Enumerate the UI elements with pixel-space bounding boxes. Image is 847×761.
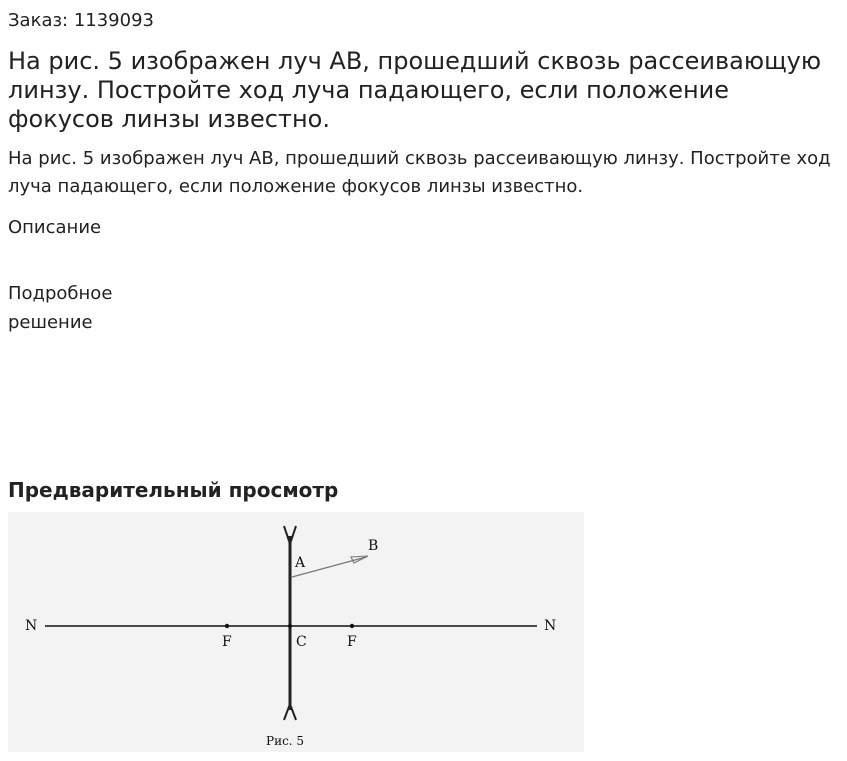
task-title: На рис. 5 изображен луч АВ, прошедший сквозь рассеивающую линзу. Постройте ход луча падающего, если положение фокусов линзы известно. bbox=[8, 47, 822, 133]
solution-label: Подробное решение bbox=[8, 283, 113, 333]
preview-heading: Предварительный просмотр bbox=[8, 478, 339, 502]
task-text: На рис. 5 изображен луч АВ, прошедший сквозь рассеивающую линзу. Постройте ход луча падающего, если положение фокусов линзы известно. bbox=[8, 148, 831, 197]
label-c: C bbox=[296, 634, 307, 650]
ray-arrowhead bbox=[351, 556, 368, 563]
label-f-left: F bbox=[222, 634, 232, 650]
figure-caption: Рис. 5 bbox=[266, 734, 305, 748]
lens-top-end bbox=[284, 526, 296, 544]
lens-bottom-end bbox=[284, 704, 296, 720]
label-b: B bbox=[368, 538, 379, 554]
lens-diagram bbox=[8, 512, 584, 752]
description-label: Описание bbox=[8, 217, 102, 238]
label-a: A bbox=[295, 555, 306, 571]
focus-point-right bbox=[350, 624, 354, 628]
label-n-left: N bbox=[25, 618, 38, 634]
optical-center-point bbox=[288, 624, 292, 628]
order-number: Заказ: 1139093 bbox=[8, 10, 154, 31]
preview-figure bbox=[8, 512, 584, 752]
focus-point-left bbox=[225, 624, 229, 628]
label-f-right: F bbox=[347, 634, 357, 650]
label-n-right: N bbox=[544, 618, 557, 634]
